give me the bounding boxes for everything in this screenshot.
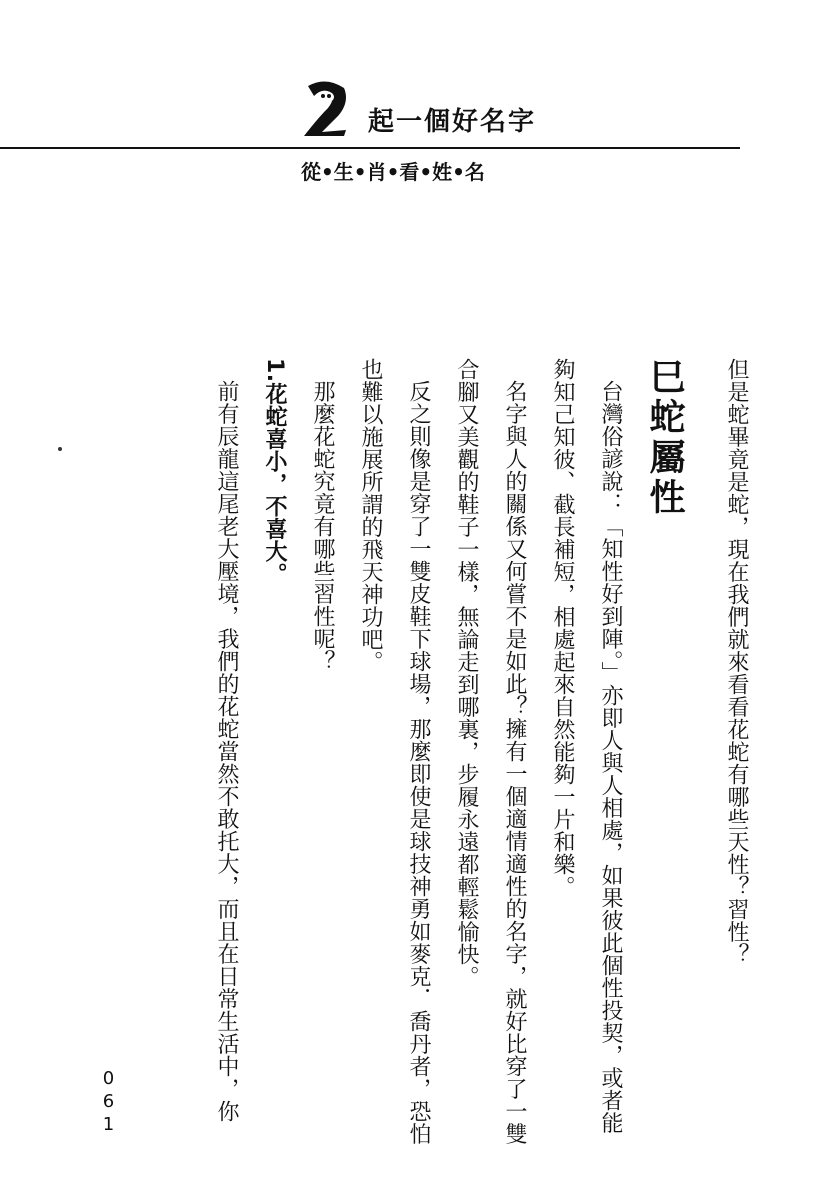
section-heading: 巳蛇屬性: [644, 358, 685, 518]
header-divider: [0, 147, 740, 149]
vertical-text-body: [120, 358, 760, 1148]
print-speck: [58, 447, 62, 451]
book-subtitle: 從•生•肖•看•姓•名: [301, 160, 485, 184]
body-paragraph: 名字與人的關係又何嘗不是如此？擁有一個適情適性的名字，就好比穿了一雙合腳又美觀的鞋子一樣，無論走到哪裏，步履永遠都輕鬆愉快。: [454, 358, 527, 1145]
body-paragraph: 前有辰龍這尾老大壓境，我們的花蛇當然不敢托大，而且在日常生活中，你: [214, 380, 239, 1123]
snake-logo-icon: [298, 78, 354, 138]
numbered-subheading: 1.花蛇喜小，不喜大。: [262, 358, 287, 586]
body-paragraph: 那麼花蛇究竟有哪些習性呢？: [310, 380, 335, 673]
body-paragraph: 台灣俗諺說：「知性好到陣。」亦即人與人相處，如果彼此個性投契，或者能夠知己知彼、截長補短，相處起來自然能夠一片和樂。: [550, 358, 623, 1134]
page-number: 061: [98, 1068, 119, 1137]
column-spacer: [694, 358, 712, 1148]
book-title: 起一個好名字: [368, 107, 537, 137]
body-paragraph: 反之則像是穿了一雙皮鞋下球場，那麼即使是球技神勇如麥克．喬丹者，恐怕也難以施展所謂的飛天神功吧。: [358, 358, 431, 1145]
intro-paragraph: 但是蛇畢竟是蛇，現在我們就來看看花蛇有哪些天性？習性？: [724, 358, 749, 966]
